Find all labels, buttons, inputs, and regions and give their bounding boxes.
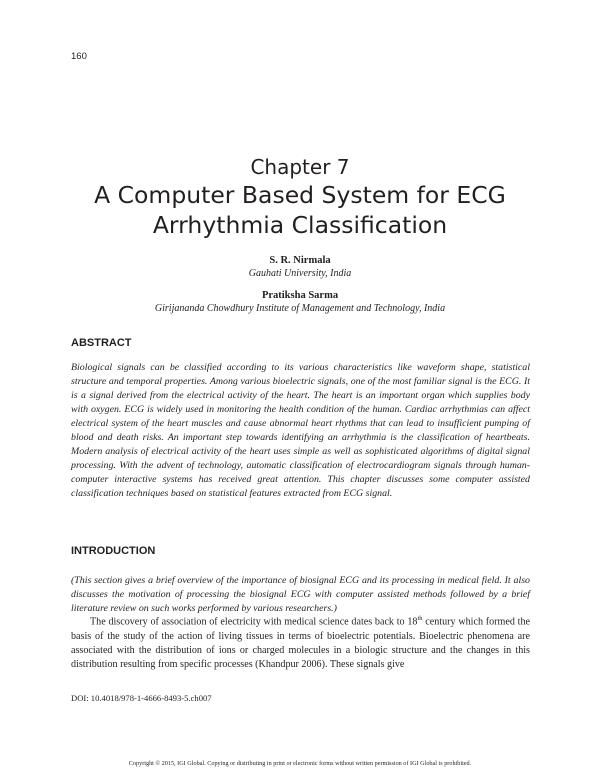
author-name: Pratiksha Sarma [261, 290, 339, 301]
author-affiliation: Gauhati University, India [248, 268, 352, 279]
page-number: 160 [71, 51, 87, 62]
abstract-heading: ABSTRACT [71, 337, 132, 349]
paragraph-text: The discovery of association of electricity with medical science dates back to 18 [90, 616, 418, 628]
author-block-1 [0, 254, 600, 280]
ordinal-superscript: th [417, 615, 423, 622]
author-name: S. R. Nirmala [269, 255, 331, 266]
doi-line: DOI: 10.4018/978-1-4666-8493-5.ch007 [71, 693, 212, 703]
introduction-paragraph [71, 612, 530, 672]
author-block-2 [0, 289, 600, 315]
copyright-notice: Copyright © 2015, IGI Global. Copying or distributing in print or electronic forms without written permission of IGI Global is prohibited. [128, 760, 472, 767]
paragraph-text: century which formed the basis of the study of the action of living tissues in terms of bioelectric potentials. Bioelectric phenomena are associated with the distribution of ions or charged molecules in a biologic structure and the changes in this distribution resulting from specific processes (Khandpur 2006). These signals give [71, 616, 531, 670]
introduction-summary: (This section gives a brief overview of the importance of biosignal ECG and its processing in medical field. It also discusses the motivation of processing the biosignal ECG with computer assisted methods followed by a brief literature review on such works performed by various researchers.) [71, 575, 530, 614]
abstract-body: Biological signals can be classified according to its various characteristics like waveform shape, statistical structure and temporal properties. Among various bioelectric signals, one of the most familiar signal is the ECG. It is a signal derived from the electrical activity of the heart. The heart is an important organ which supplies body with oxygen. ECG is widely used in monitoring the health condition of the human. Cardiac arrhythmias can affect electrical system of the heart muscles and cause abnormal heart rhythms that can lead to insufficient pumping of blood and death risks. An important step towards identifying an arrhythmia is the classification of heartbeats. Modern analysis of electrical activity of the heart uses simple as well as sophisticated algorithms of digital signal processing. With the advent of technology, automatic classification of electrocardiogram signals through human-computer interactive systems has received great attention. This chapter discusses some computer assisted classification techniques based on statistical features extracted from ECG signal. [71, 362, 530, 499]
author-affiliation: Girijananda Chowdhury Institute of Management and Technology, India [154, 303, 446, 314]
chapter-label: Chapter 7 [250, 155, 350, 179]
introduction-heading: INTRODUCTION [71, 545, 156, 557]
chapter-title: A Computer Based System for ECG Arrhythmia Classification [94, 181, 506, 239]
